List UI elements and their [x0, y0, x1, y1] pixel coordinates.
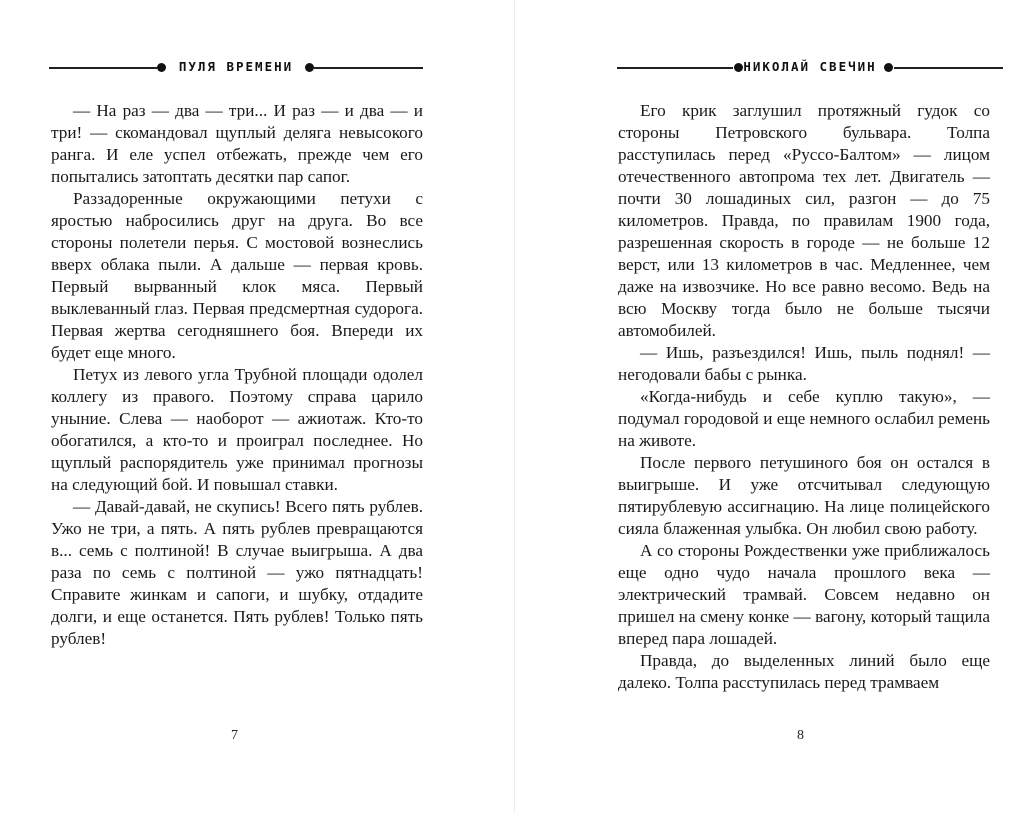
- running-head-dot-right: [884, 63, 893, 72]
- paragraph: После первого петушиного боя он остался в выигрыше. И уже отсчитывал следующую пятирублевую ассигнацию. На лице полицейского сияла блаженная улыбка. Он любил свою работу.: [618, 453, 990, 538]
- paragraph: А со стороны Рождественки уже приближалось еще одно чудо начала прошлого века — электрический трамвай. Совсем недавно он пришел на смену конке — вагону, который тащила вперед пара лошадей.: [618, 541, 990, 648]
- paragraph: «Когда-нибудь и себе куплю такую», — подумал городовой и еще немного ослабил ремень на животе.: [618, 387, 990, 450]
- paragraph: Петух из левого угла Трубной площади одолел коллегу из правого. Поэтому справа царило уныние. Слева — наоборот — ажиотаж. Кто-то обогатился, а кто-то и проиграл последнее. Но щуплый распорядитель уже принимал прогнозы на следующий бой. И повышал ставки.: [51, 365, 423, 494]
- running-head: [617, 58, 1003, 78]
- paragraph: Раззадоренные окружающими петухи с яростью набросились друг на друга. Во все стороны полетели перья. С мостовой вознеслись вверх облака пыли. А дальше — первая кровь. Первый вырванный клок мяса. Первый выклеванный глаз. Первая предсмертная судорога. Первая жертва сегодняшнего боя. Впереди их будет еще много.: [51, 189, 423, 362]
- paragraph: — Давай-давай, не скупись! Всего пять рублев. Ужо не три, а пять. А пять рублев превращаются в... семь с полтиной! В случае выигрыша. А два раза по семь с полтиной — ужо пятнадцать! Справите жинкам и сапоги, и шубку, отдадите долги, и еще останется. Пять рублев! Только пять рублев!: [51, 497, 423, 648]
- running-head-dot-right: [305, 63, 314, 72]
- body-text: [618, 100, 990, 694]
- running-head: [49, 58, 423, 78]
- body-text: [51, 100, 423, 650]
- running-head-rule-right: [894, 67, 1003, 69]
- paragraph: Правда, до выделенных линий было еще далеко. Толпа расступилась перед трамваем: [618, 651, 990, 692]
- paragraph: Его крик заглушил протяжный гудок со стороны Петровского бульвара. Толпа расступилась перед «Руссо-Балтом» — лицом отечественного автопрома тех лет. Двигатель — почти 30 лошадиных сил, разгон — до 75 километров. Правда, по правилам 1900 года, разрешенная скорость в городе — не больше 12 верст, или 13 километров в час. Медленнее, чем даже на извозчике. Но все равно весомо. Ведь на всю Москву тогда было не больше тысячи автомобилей.: [618, 101, 990, 340]
- running-head-title: ПУЛЯ ВРЕМЕНИ: [178, 59, 294, 74]
- right-page: [514, 0, 1028, 813]
- page-number: 7: [231, 728, 238, 743]
- running-head-title: НИКОЛАЙ СВЕЧИН: [743, 59, 877, 74]
- paragraph: — Ишь, разъездился! Ишь, пыль поднял! — негодовали бабы с рынка.: [618, 343, 990, 384]
- page-number: 8: [797, 728, 804, 743]
- paragraph: — На раз — два — три... И раз — и два — и три! — скомандовал щуплый деляга невысокого ранга. И еле успел отбежать, прежде чем его попытались затоптать десятки пар сапог.: [51, 101, 423, 186]
- running-head-rule-right: [314, 67, 423, 69]
